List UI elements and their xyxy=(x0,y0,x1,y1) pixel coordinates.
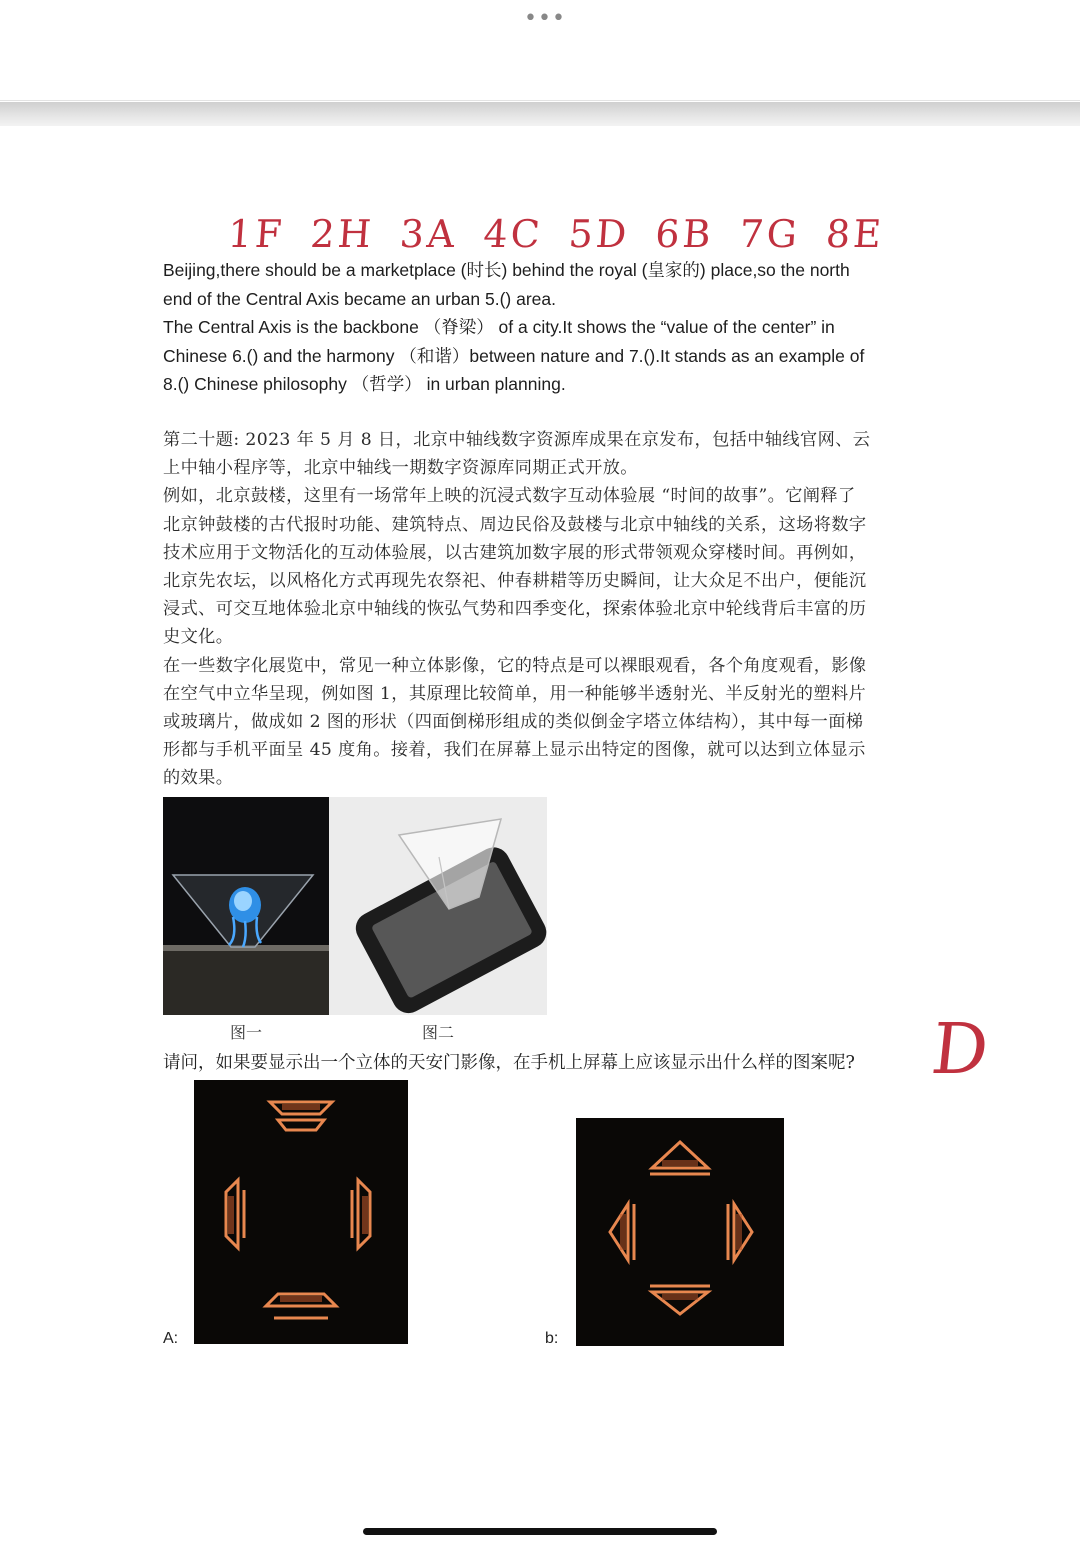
figure2-phone-pyramid-photo xyxy=(329,797,547,1015)
chinese-line: 例如，北京鼓楼，这里有一场常年上映的沉浸式数字互动体验展 “时间的故事”。它阐释了 xyxy=(163,486,856,507)
page-divider xyxy=(0,102,1080,126)
top-bar xyxy=(0,0,1080,101)
figure1-hologram-photo xyxy=(163,797,329,1015)
english-line: Beijing,there should be a marketplace (时长) behind the royal (皇家的) place,so the north xyxy=(163,260,850,280)
english-line: 8.() Chinese philosophy （哲学） in urban planning. xyxy=(163,374,566,394)
handwritten-answer: 8E xyxy=(824,212,886,256)
home-indicator[interactable] xyxy=(363,1528,717,1535)
chinese-line: 技术应用于文物活化的互动体验展，以古建筑加数字展的形式带领观众穿楼时间。再例如， xyxy=(163,542,867,563)
chinese-line: 形都与手机平面呈 45 度角。接着，我们在屏幕上显示出特定的图像，就可以达到立体显示 xyxy=(163,740,866,761)
handwritten-answer: 2H xyxy=(309,212,376,256)
chinese-line: 或玻璃片，做成如 2 图的形状（四面倒梯形组成的类似倒金字塔立体结构），其中每一面梯 xyxy=(163,712,864,733)
chinese-line: 在一些数字化展览中，常见一种立体影像，它的特点是可以裸眼观看，各个角度观看，影像 xyxy=(163,655,867,676)
chinese-line: 在空气中立华呈现，例如图 1，其原理比较简单，用一种能够半透射光、半反射光的塑料片 xyxy=(163,683,867,704)
handwritten-answer: 3A xyxy=(398,212,460,256)
handwritten-answer: 1F xyxy=(226,212,287,256)
english-line: Chinese 6.() and the harmony （和谐）between nature and 7.().It stands as an example of xyxy=(163,345,865,366)
english-passage xyxy=(163,256,923,399)
figure2-caption: 图二 xyxy=(422,1023,455,1042)
chinese-line: 史文化。 xyxy=(163,627,234,648)
chinese-passage xyxy=(163,426,923,793)
chinese-line: 上中轴小程序等，北京中轴线一期数字资源库同期正式开放。 xyxy=(163,458,638,479)
handwritten-answer: 6B xyxy=(653,212,716,256)
chinese-line: 北京先农坛，以风格化方式再现先农祭祀、仲春耕耤等历史瞬间，让大众足不出户，便能沉 xyxy=(163,571,867,592)
handwritten-answer: 5D xyxy=(567,212,631,256)
option-b-label: b: xyxy=(545,1330,559,1347)
option-a-image xyxy=(194,1080,408,1344)
chinese-line: 浸式、可交互地体验北京中轴线的恢弘气势和四季变化，探索体验北京中轮线背后丰富的历 xyxy=(163,599,867,620)
chinese-line: 第二十题: 2023 年 5 月 8 日，北京中轴线数字资源库成果在京发布，包括中轴线官网、云 xyxy=(163,430,871,450)
figure1-caption: 图一 xyxy=(230,1023,263,1042)
handwritten-answers xyxy=(226,212,911,256)
chinese-line: 北京钟鼓楼的古代报时功能、建筑特点、周边民俗及鼓楼与北京中轴线的关系，这场将数字 xyxy=(163,514,867,535)
handwritten-answer: 7G xyxy=(737,212,802,256)
question-text: 请问，如果要显示出一个立体的天安门影像，在手机上屏幕上应该显示出什么样的图案呢? xyxy=(163,1053,855,1073)
english-line: end of the Central Axis became an urban 5.() area. xyxy=(163,288,557,309)
chinese-line: 的效果。 xyxy=(163,768,234,789)
handwritten-answer-d: D xyxy=(927,1008,993,1090)
english-line: The Central Axis is the backbone （脊梁） of a city.It shows the “value of the center” in xyxy=(163,317,835,337)
option-b-image xyxy=(576,1118,784,1346)
option-a-label: A: xyxy=(163,1330,179,1347)
figure-photos xyxy=(163,797,547,1015)
handwritten-answer: 4C xyxy=(481,212,545,256)
more-menu-icon[interactable]: ••• xyxy=(524,6,566,31)
